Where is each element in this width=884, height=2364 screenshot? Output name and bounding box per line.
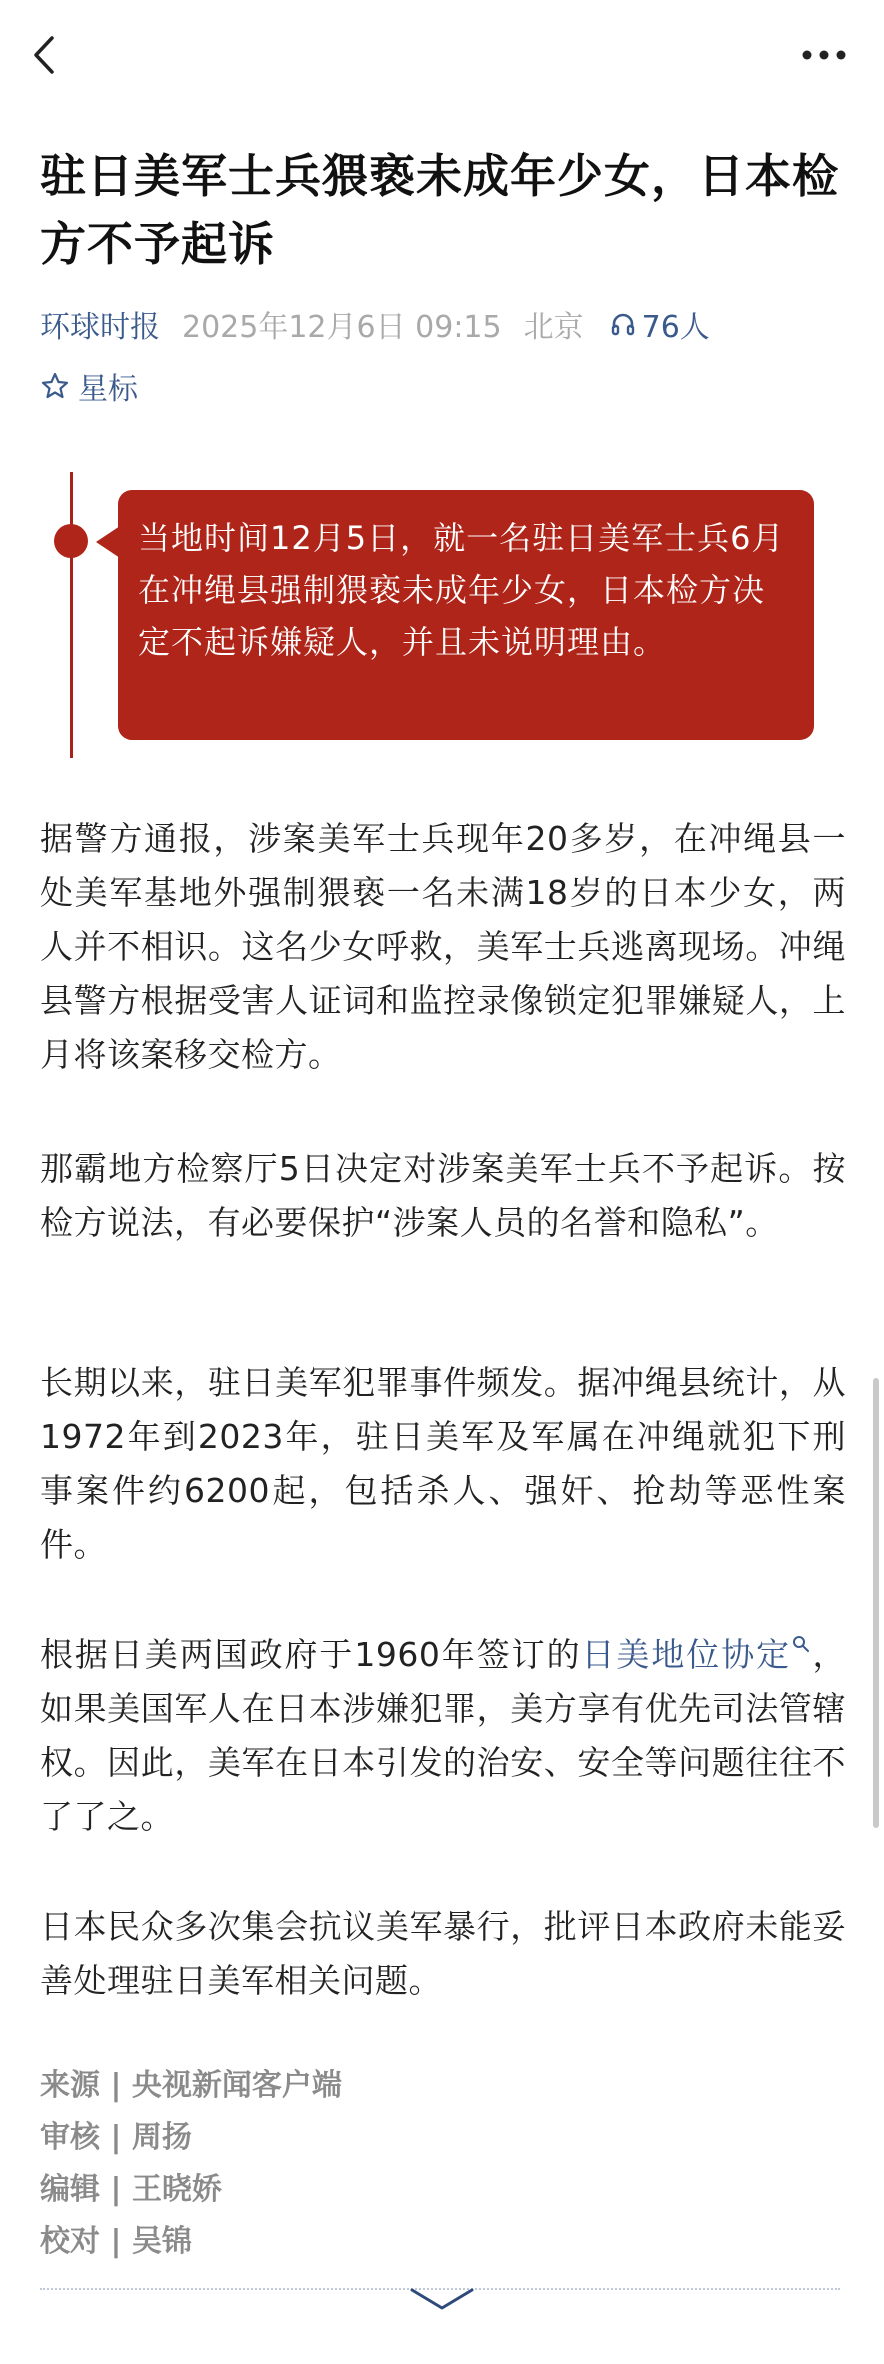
article-paragraph-4 [40,1628,846,1844]
more-horizontal-icon[interactable] [800,48,848,62]
credit-row-review [40,2112,342,2164]
headphones-icon [610,311,636,337]
credit-value: 王晓娇 [131,2172,222,2207]
star-icon [40,371,70,401]
star-label: 星标 [78,372,138,407]
scrollbar[interactable] [873,1378,879,1828]
chevron-left-icon[interactable] [26,30,66,80]
source-name[interactable]: 环球时报 [40,310,160,345]
credit-row-source [40,2060,342,2112]
summary-bubble: 当地时间12月5日，就一名驻日美军士兵6月在冲绳县强制猥亵未成年少女，日本检方决定不起诉嫌疑人，并且未说明理由。 [118,490,814,740]
credit-row-proofread [40,2216,342,2268]
credit-separator: | [110,2068,122,2103]
paragraph-4-text-after: ，如果美国军人在日本涉嫌犯罪，美方享有优先司法管辖权。因此，美军在日本引发的治安、安全等问题往往不了了之。 [40,1635,847,1836]
credit-value: 央视新闻客户端 [131,2068,342,2103]
credit-value: 吴锦 [131,2224,192,2259]
article-credits [40,2060,342,2268]
star-button[interactable] [40,364,138,408]
sofa-link[interactable] [582,1635,812,1674]
credit-separator: | [110,2224,122,2259]
summary-bubble-tail [96,526,120,558]
article-paragraph-3: 长期以来，驻日美军犯罪事件频发。据冲绳县统计，从1972年到2023年，驻日美军及军属在冲绳就犯下刑事案件约6200起，包括杀人、强奸、抢劫等恶性案件。 [40,1363,846,1564]
search-icon [791,1634,811,1654]
article-meta [40,302,710,346]
timeline-line [70,472,73,758]
sofa-link-text: 日美地位协定 [581,1635,792,1674]
timeline-dot [54,524,88,558]
article-paragraph-2: 那霸地方检察厅5日决定对涉案美军士兵不予起诉。按检方说法，有必要保护“涉案人员的名誉和隐私”。 [40,1149,846,1242]
article-paragraph-5: 日本民众多次集会抗议美军暴行，批评日本政府未能妥善处理驻日美军相关问题。 [40,1907,846,2000]
credit-separator: | [110,2172,122,2207]
listener-count: 76人 [641,310,710,345]
credit-row-editor [40,2164,342,2216]
credit-label: 校对 [40,2224,100,2259]
publish-date: 2025年12月6日 09:15 [182,310,502,345]
credit-label: 来源 [40,2068,100,2103]
paragraph-4-text-before: 根据日美两国政府于1960年签订的 [40,1635,582,1674]
credit-value: 周扬 [131,2120,192,2155]
credit-label: 编辑 [40,2172,100,2207]
credit-label: 审核 [40,2120,100,2155]
chevron-down-icon[interactable] [408,2286,476,2314]
listen-button[interactable] [610,302,710,346]
article-title: 驻日美军士兵猥亵未成年少女，日本检方不予起诉 [40,149,839,271]
publish-location: 北京 [523,310,584,345]
article-paragraph-1: 据警方通报，涉案美军士兵现年20多岁，在冲绳县一处美军基地外强制猥亵一名未满18岁的日本少女，两人并不相识。这名少女呼救，美军士兵逃离现场。冲绳县警方根据受害人证词和监控录像锁定犯罪嫌疑人，上月将该案移交检方。 [40,819,846,1074]
top-bar [0,0,884,110]
credit-separator: | [110,2120,122,2155]
